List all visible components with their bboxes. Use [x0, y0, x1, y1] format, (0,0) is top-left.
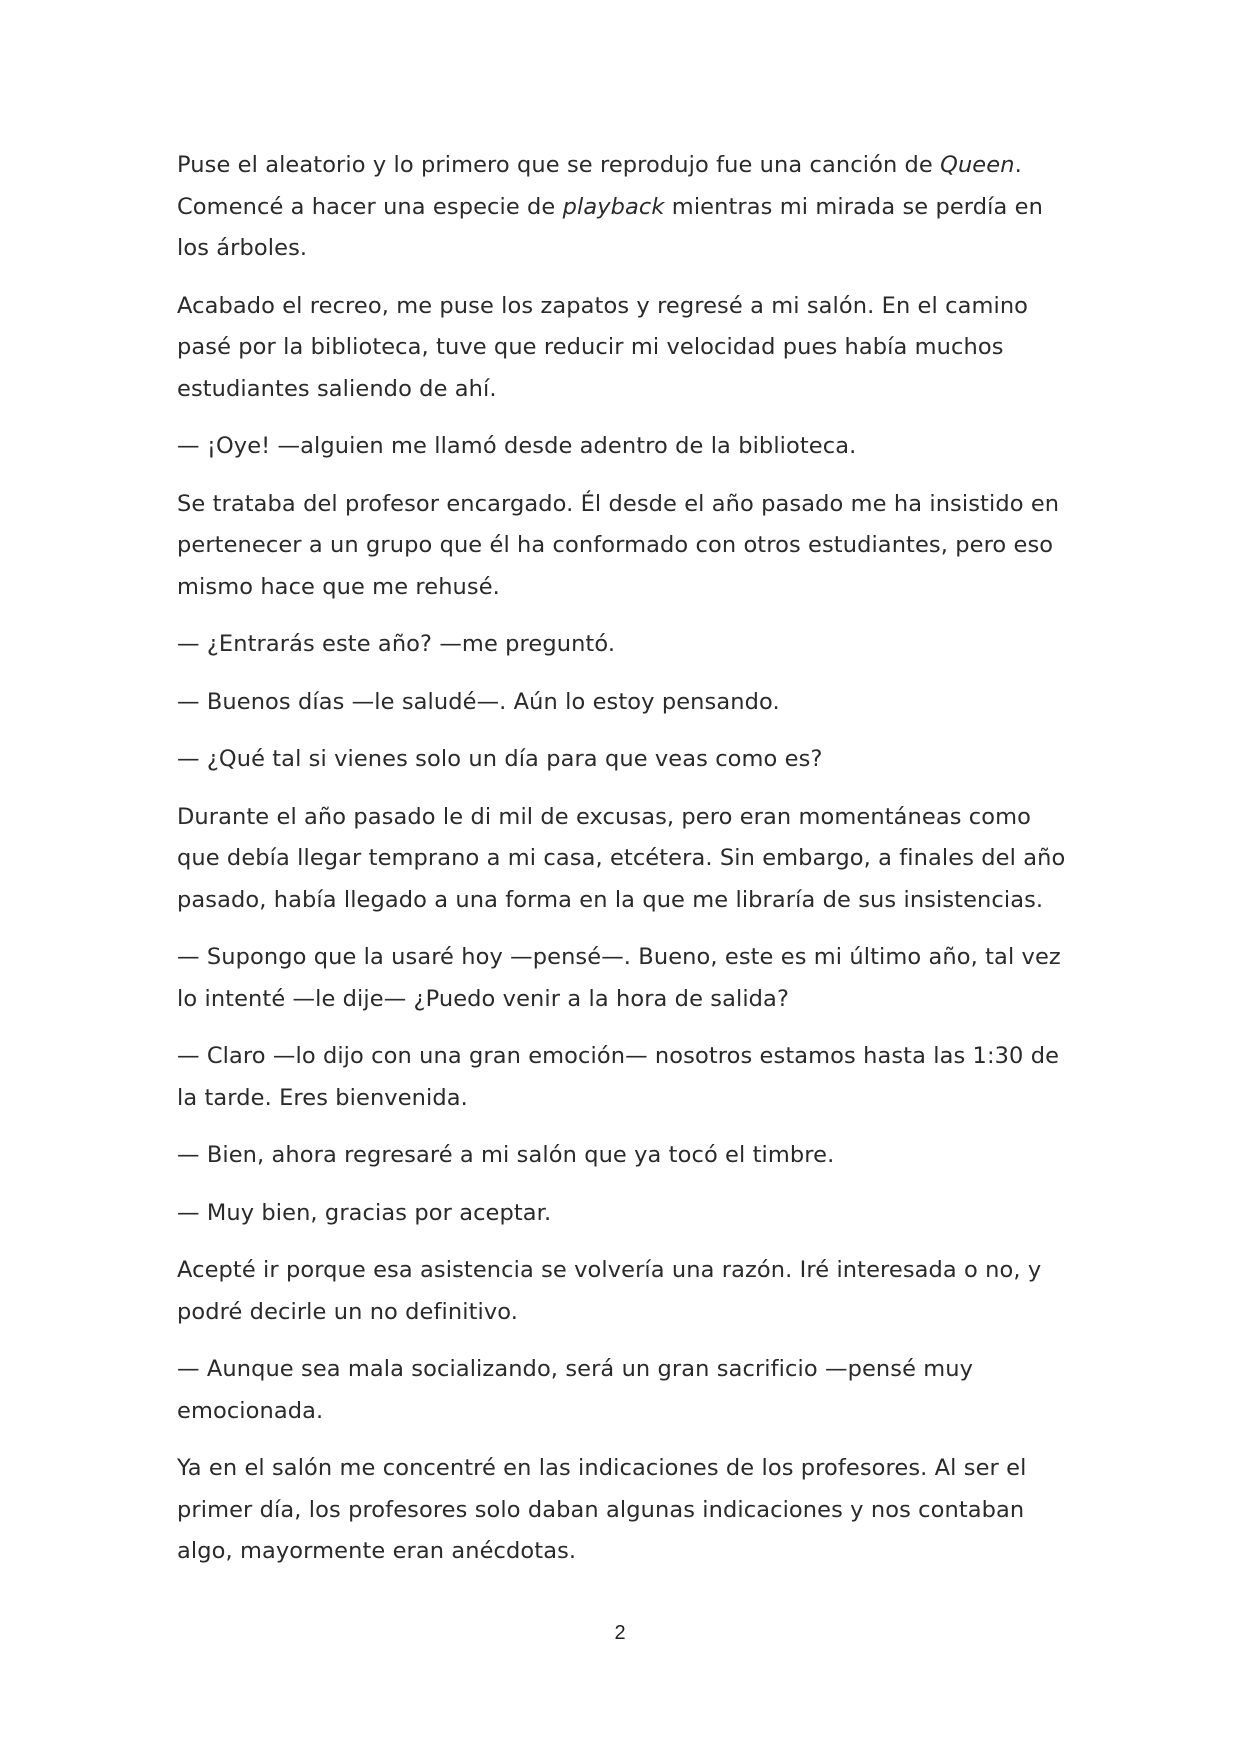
italic-text: playback	[562, 193, 665, 220]
paragraph	[177, 937, 1077, 1020]
text-segment: — ¡Oye! —alguien me llamó desde adentro de la biblioteca.	[177, 433, 857, 459]
paragraph	[177, 145, 1077, 270]
paragraph	[177, 286, 1077, 411]
text-segment: . Comencé a hacer una especie de	[177, 152, 1022, 220]
paragraph	[177, 1448, 1077, 1573]
text-segment: — Bien, ahora regresaré a mi salón que ya tocó el timbre.	[177, 1142, 835, 1168]
text-segment: Acepté ir porque esa asistencia se volvería una razón. Iré interesada o no, y podré decirle un no definitivo.	[177, 1257, 1042, 1325]
paragraph	[177, 739, 1077, 781]
paragraph	[177, 1250, 1077, 1333]
paragraph	[177, 1193, 1077, 1235]
text-segment: Ya en el salón me concentré en las indicaciones de los profesores. Al ser el primer día, los profesores solo daban algunas indicaciones y nos contaban algo, mayormente eran anécdotas.	[177, 1455, 1027, 1564]
paragraph	[177, 1349, 1077, 1432]
paragraph	[177, 624, 1077, 666]
page-number: 2	[614, 1622, 626, 1644]
paragraph	[177, 426, 1077, 468]
italic-text: Queen	[940, 152, 1015, 178]
text-segment: Puse el aleatorio y lo primero que se reprodujo fue una canción de	[177, 152, 941, 178]
text-segment: Acabado el recreo, me puse los zapatos y regresé a mi salón. En el camino pasé por la biblioteca, tuve que reducir mi velocidad pues había muchos estudiantes saliendo de ahí.	[177, 292, 1029, 402]
text-segment: — ¿Entrarás este año? —me preguntó.	[177, 631, 616, 657]
text-segment: — Muy bien, gracias por aceptar.	[177, 1199, 552, 1226]
paragraph	[177, 682, 1077, 724]
paragraph	[177, 1135, 1077, 1177]
text-segment: Se trataba del profesor encargado. Él desde el año pasado me ha insistido en pertenecer a un grupo que él ha conformado con otros estudiantes, pero eso mismo hace que me rehusé.	[177, 490, 1060, 600]
text-segment: — Supongo que la usaré hoy —pensé—. Bueno, este es mi último año, tal vez lo intenté —le dije— ¿Puedo venir a la hora de salida?	[177, 944, 1061, 1012]
paragraph	[177, 484, 1077, 609]
paragraph	[177, 797, 1077, 922]
body-text	[177, 145, 1077, 1589]
text-segment: — ¿Qué tal si vienes solo un día para que veas como es?	[177, 746, 823, 772]
text-segment: — Buenos días —le saludé—. Aún lo estoy pensando.	[177, 688, 780, 715]
text-segment: mientras mi mirada se perdía en los árboles.	[177, 193, 1043, 261]
text-segment: — Claro —lo dijo con una gran emoción— nosotros estamos hasta las 1:30 de la tarde. Eres bienvenida.	[177, 1043, 1060, 1111]
text-segment: Durante el año pasado le di mil de excusas, pero eran momentáneas como que debía llegar temprano a mi casa, etcétera. Sin embargo, a finales del año pasado, había llegado a una forma en la que me libraría de sus insistencias.	[177, 803, 1066, 913]
text-segment: — Aunque sea mala socializando, será un gran sacrificio —pensé muy emocionada.	[177, 1356, 974, 1424]
paragraph	[177, 1036, 1077, 1119]
